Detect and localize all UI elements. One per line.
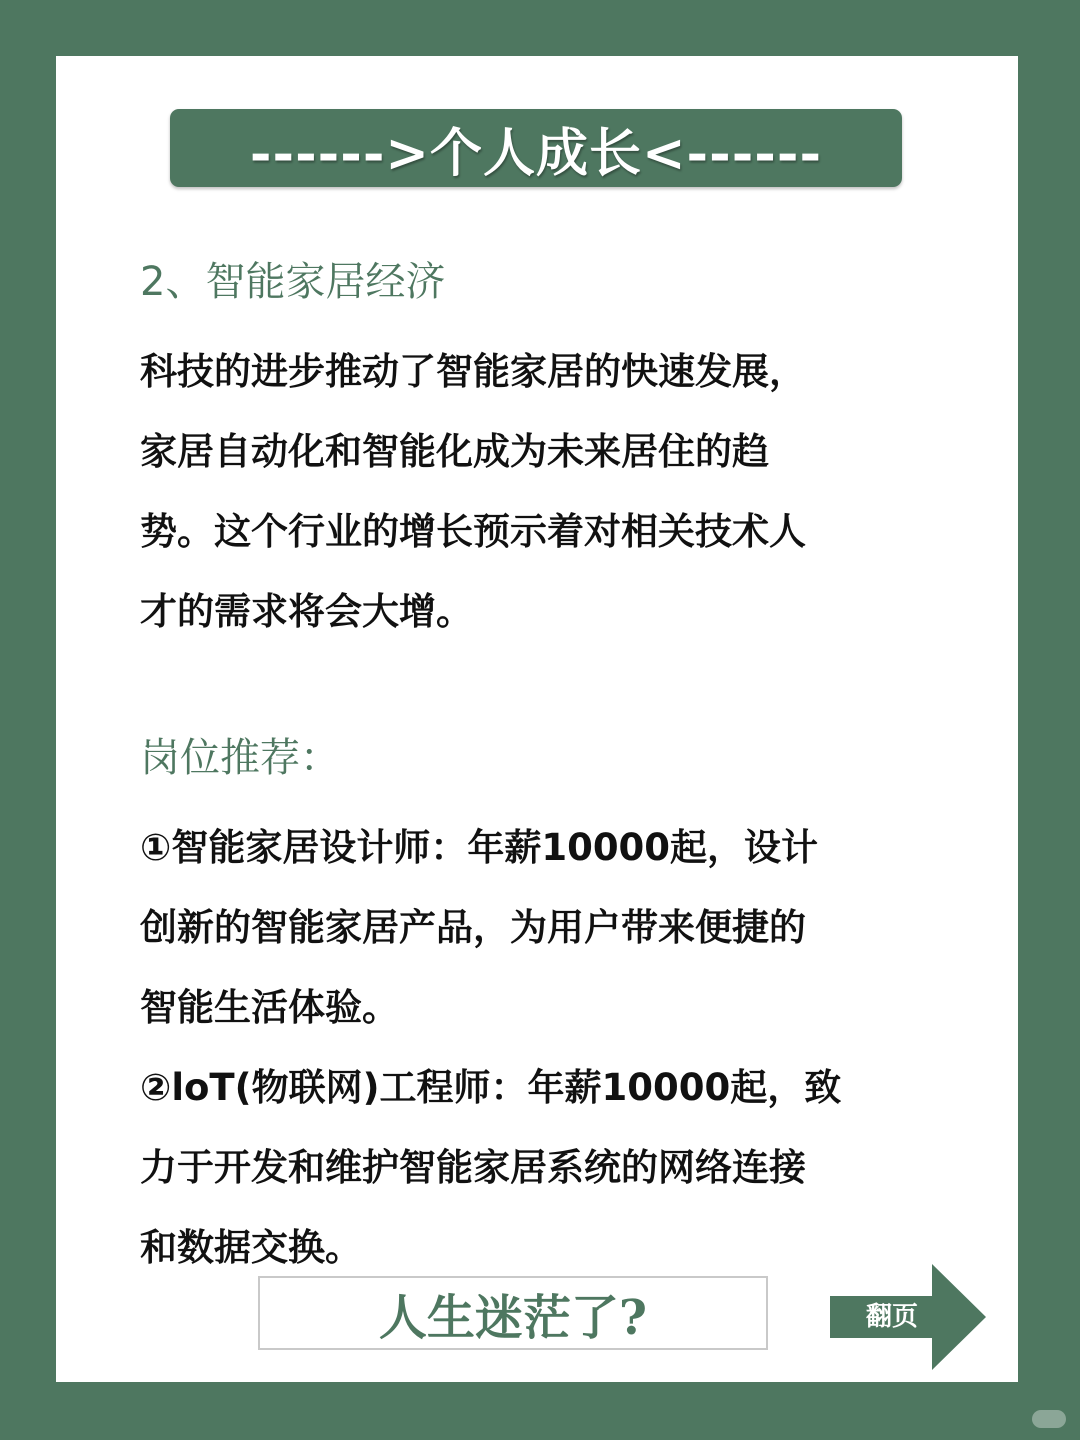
lost-prompt-label: 人生迷茫了? (378, 1289, 648, 1346)
paragraph-line: 家居自动化和智能化成为未来居住的趋 (140, 430, 769, 473)
paragraph-line: 科技的进步推动了智能家居的快速发展， (140, 350, 806, 393)
paragraph-line: 势。这个行业的增长预示着对相关技术人 (140, 510, 806, 553)
next-page-button[interactable] (830, 1264, 986, 1370)
job-line: ②loT(物联网)工程师：年薪10000起，致 (140, 1066, 842, 1109)
section-title: 2、智能家居经济 (140, 259, 446, 305)
jobs-list (140, 808, 950, 1288)
next-page-label: 翻页 (865, 1302, 918, 1332)
job-line: ①智能家居设计师：年薪10000起，设计 (140, 826, 819, 869)
section-paragraph (140, 332, 950, 652)
job-line: 创新的智能家居产品，为用户带来便捷的 (140, 906, 806, 949)
banner-title: ------>个人成长<------ (249, 122, 823, 184)
jobs-title: 岗位推荐： (140, 735, 340, 781)
watermark-badge (1032, 1410, 1066, 1428)
lost-prompt-box (258, 1276, 768, 1350)
job-line: 智能生活体验。 (140, 986, 399, 1029)
content-card (56, 56, 1018, 1382)
job-line: 力于开发和维护智能家居系统的网络连接 (140, 1146, 806, 1189)
title-banner (170, 109, 902, 187)
paragraph-line: 才的需求将会大增。 (140, 590, 473, 633)
job-line: 和数据交换。 (140, 1226, 362, 1269)
